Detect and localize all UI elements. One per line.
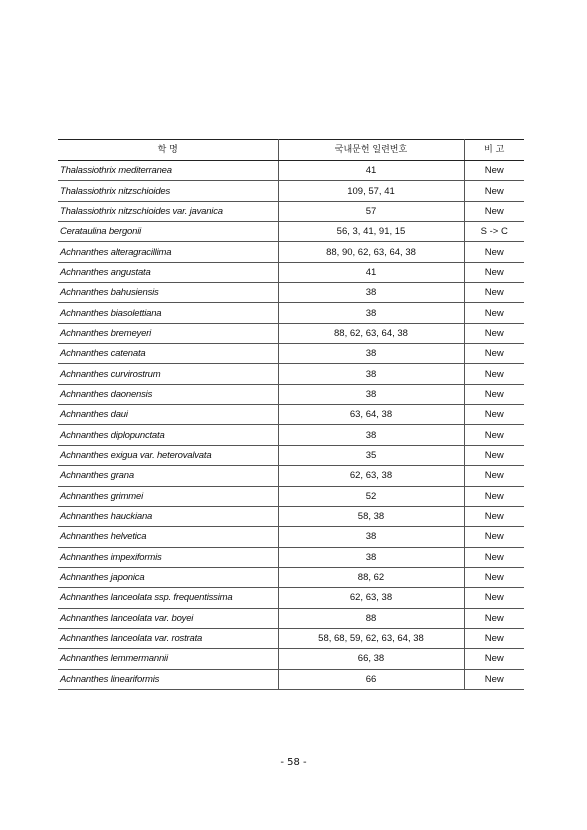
species-table bbox=[58, 139, 524, 690]
remarks-cell: New bbox=[464, 201, 524, 221]
page-number: - 58 - bbox=[280, 757, 307, 768]
table-row bbox=[58, 405, 524, 425]
header-remarks: 비 고 bbox=[464, 140, 524, 161]
reference-numbers-cell: 57 bbox=[278, 201, 464, 221]
reference-numbers-cell: 63, 64, 38 bbox=[278, 405, 464, 425]
table-row bbox=[58, 649, 524, 669]
table-row bbox=[58, 161, 524, 181]
reference-numbers-cell: 66, 38 bbox=[278, 649, 464, 669]
species-name-cell: Achnanthes grimmei bbox=[58, 486, 278, 506]
table-row bbox=[58, 242, 524, 262]
species-name-cell: Achnanthes japonica bbox=[58, 567, 278, 587]
reference-numbers-cell: 38 bbox=[278, 303, 464, 323]
reference-numbers-cell: 88 bbox=[278, 608, 464, 628]
species-name-cell: Achnanthes lemmermannii bbox=[58, 649, 278, 669]
table-row bbox=[58, 588, 524, 608]
reference-numbers-cell: 88, 90, 62, 63, 64, 38 bbox=[278, 242, 464, 262]
reference-numbers-cell: 38 bbox=[278, 384, 464, 404]
table-row bbox=[58, 628, 524, 648]
header-row bbox=[58, 140, 524, 161]
table-row bbox=[58, 527, 524, 547]
reference-numbers-cell: 88, 62, 63, 64, 38 bbox=[278, 323, 464, 343]
table-row bbox=[58, 222, 524, 242]
species-name-cell: Achnanthes daonensis bbox=[58, 384, 278, 404]
remarks-cell: New bbox=[464, 588, 524, 608]
remarks-cell: New bbox=[464, 608, 524, 628]
table-row bbox=[58, 323, 524, 343]
species-name-cell: Thalassiothrix nitzschioides bbox=[58, 181, 278, 201]
reference-numbers-cell: 41 bbox=[278, 161, 464, 181]
remarks-cell: New bbox=[464, 161, 524, 181]
species-name-cell: Achnanthes impexiformis bbox=[58, 547, 278, 567]
remarks-cell: New bbox=[464, 466, 524, 486]
species-name-cell: Achnanthes bahusiensis bbox=[58, 283, 278, 303]
reference-numbers-cell: 38 bbox=[278, 364, 464, 384]
table-row bbox=[58, 608, 524, 628]
reference-numbers-cell: 52 bbox=[278, 486, 464, 506]
remarks-cell: New bbox=[464, 445, 524, 465]
table-row bbox=[58, 445, 524, 465]
remarks-cell: New bbox=[464, 181, 524, 201]
species-name-cell: Achnanthes lanceolata var. boyei bbox=[58, 608, 278, 628]
header-scientific-name: 학 명 bbox=[58, 140, 278, 161]
species-name-cell: Achnanthes catenata bbox=[58, 344, 278, 364]
remarks-cell: New bbox=[464, 384, 524, 404]
reference-numbers-cell: 38 bbox=[278, 344, 464, 364]
remarks-cell: New bbox=[464, 425, 524, 445]
reference-numbers-cell: 58, 38 bbox=[278, 506, 464, 526]
remarks-cell: New bbox=[464, 323, 524, 343]
species-name-cell: Achnanthes hauckiana bbox=[58, 506, 278, 526]
remarks-cell: New bbox=[464, 405, 524, 425]
species-name-cell: Achnanthes curvirostrum bbox=[58, 364, 278, 384]
species-name-cell: Achnanthes angustata bbox=[58, 262, 278, 282]
species-name-cell: Achnanthes bremeyeri bbox=[58, 323, 278, 343]
species-name-cell: Cerataulina bergonii bbox=[58, 222, 278, 242]
species-name-cell: Achnanthes alteragracillima bbox=[58, 242, 278, 262]
remarks-cell: New bbox=[464, 242, 524, 262]
species-name-cell: Thalassiothrix mediterranea bbox=[58, 161, 278, 181]
remarks-cell: New bbox=[464, 669, 524, 689]
remarks-cell: New bbox=[464, 262, 524, 282]
table-header bbox=[58, 140, 524, 161]
species-name-cell: Achnanthes daui bbox=[58, 405, 278, 425]
table-row bbox=[58, 262, 524, 282]
remarks-cell: New bbox=[464, 547, 524, 567]
species-name-cell: Achnanthes lineariformis bbox=[58, 669, 278, 689]
remarks-cell: New bbox=[464, 303, 524, 323]
table-row bbox=[58, 669, 524, 689]
reference-numbers-cell: 38 bbox=[278, 425, 464, 445]
table-row bbox=[58, 547, 524, 567]
reference-numbers-cell: 38 bbox=[278, 547, 464, 567]
table-row bbox=[58, 425, 524, 445]
remarks-cell: New bbox=[464, 364, 524, 384]
reference-numbers-cell: 41 bbox=[278, 262, 464, 282]
reference-numbers-cell: 35 bbox=[278, 445, 464, 465]
remarks-cell: New bbox=[464, 344, 524, 364]
species-name-cell: Achnanthes helvetica bbox=[58, 527, 278, 547]
reference-numbers-cell: 62, 63, 38 bbox=[278, 466, 464, 486]
remarks-cell: S -> C bbox=[464, 222, 524, 242]
species-name-cell: Thalassiothrix nitzschioides var. javanica bbox=[58, 201, 278, 221]
remarks-cell: New bbox=[464, 506, 524, 526]
remarks-cell: New bbox=[464, 567, 524, 587]
species-name-cell: Achnanthes grana bbox=[58, 466, 278, 486]
table-row bbox=[58, 283, 524, 303]
species-name-cell: Achnanthes exigua var. heterovalvata bbox=[58, 445, 278, 465]
species-name-cell: Achnanthes diplopunctata bbox=[58, 425, 278, 445]
remarks-cell: New bbox=[464, 527, 524, 547]
table-row bbox=[58, 364, 524, 384]
table-row bbox=[58, 181, 524, 201]
table-row bbox=[58, 344, 524, 364]
species-name-cell: Achnanthes lanceolata var. rostrata bbox=[58, 628, 278, 648]
remarks-cell: New bbox=[464, 649, 524, 669]
header-reference-numbers: 국내문헌 일련번호 bbox=[278, 140, 464, 161]
table-row bbox=[58, 201, 524, 221]
table-row bbox=[58, 506, 524, 526]
remarks-cell: New bbox=[464, 628, 524, 648]
table-row bbox=[58, 384, 524, 404]
species-name-cell: Achnanthes biasolettiana bbox=[58, 303, 278, 323]
species-name-cell: Achnanthes lanceolata ssp. frequentissima bbox=[58, 588, 278, 608]
table-row bbox=[58, 567, 524, 587]
reference-numbers-cell: 56, 3, 41, 91, 15 bbox=[278, 222, 464, 242]
remarks-cell: New bbox=[464, 486, 524, 506]
reference-numbers-cell: 88, 62 bbox=[278, 567, 464, 587]
reference-numbers-cell: 58, 68, 59, 62, 63, 64, 38 bbox=[278, 628, 464, 648]
reference-numbers-cell: 66 bbox=[278, 669, 464, 689]
table-body bbox=[58, 161, 524, 690]
remarks-cell: New bbox=[464, 283, 524, 303]
reference-numbers-cell: 109, 57, 41 bbox=[278, 181, 464, 201]
table-row bbox=[58, 303, 524, 323]
table-row bbox=[58, 466, 524, 486]
table-row bbox=[58, 486, 524, 506]
reference-numbers-cell: 38 bbox=[278, 283, 464, 303]
reference-numbers-cell: 62, 63, 38 bbox=[278, 588, 464, 608]
reference-numbers-cell: 38 bbox=[278, 527, 464, 547]
